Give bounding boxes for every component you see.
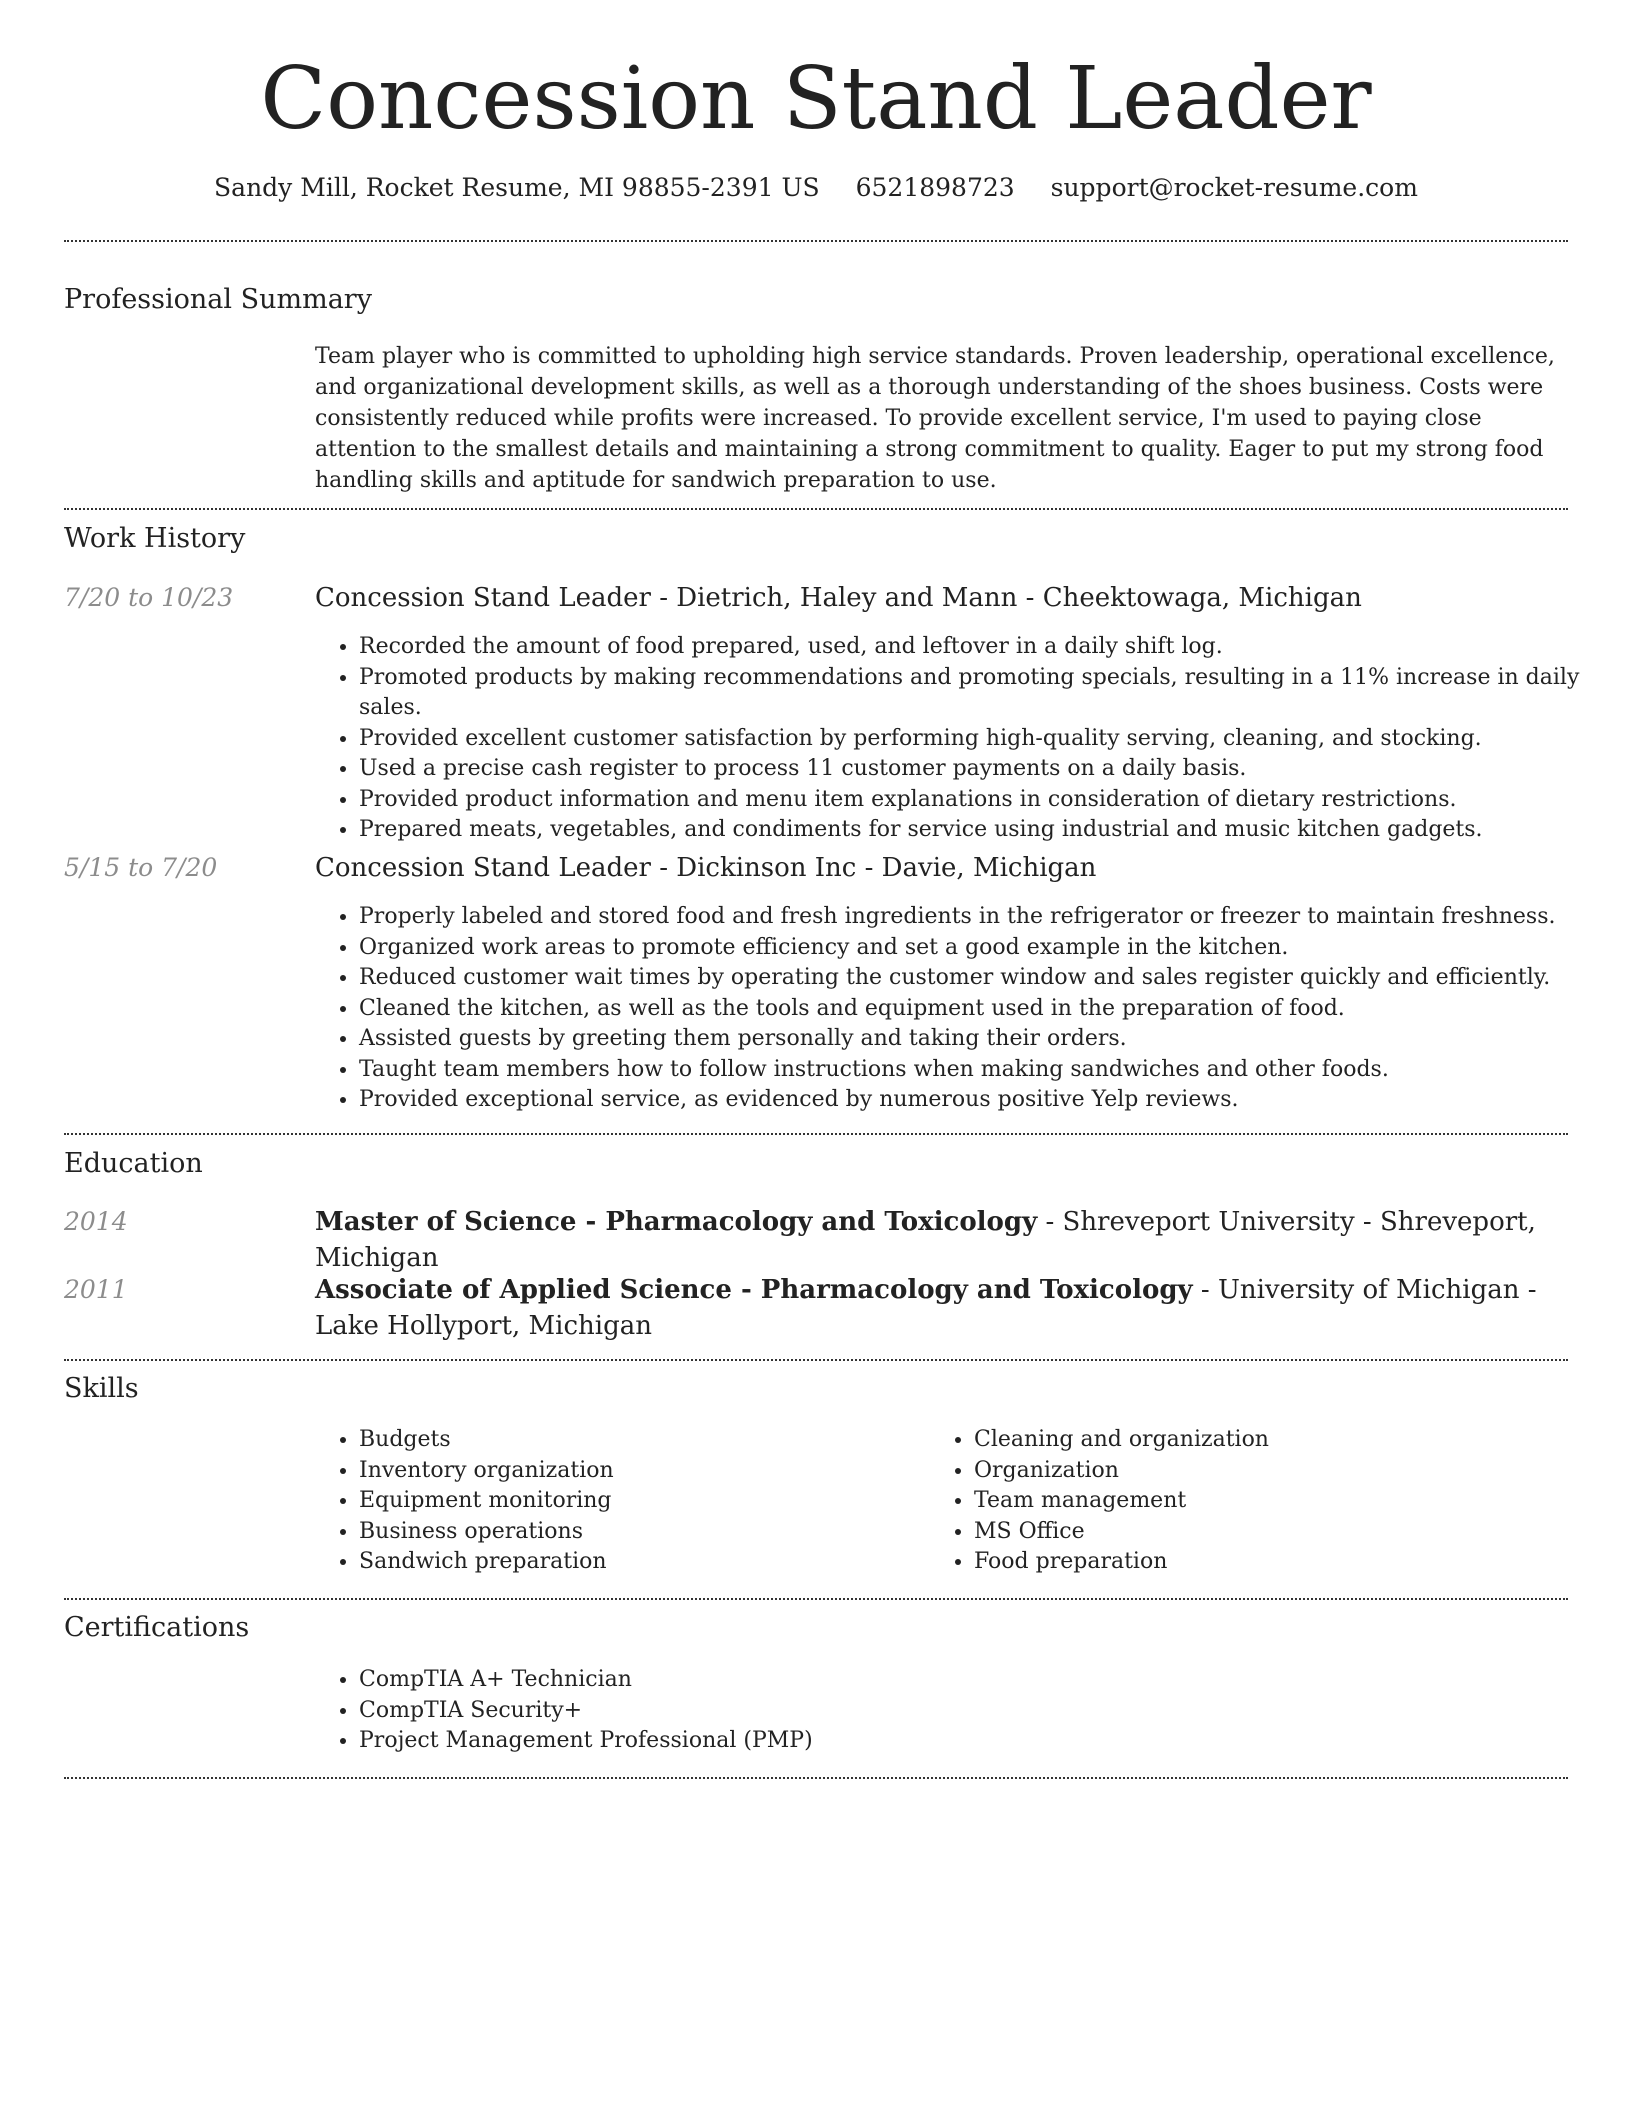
section-title-summary: Professional Summary: [64, 284, 372, 315]
education-degree: Associate of Applied Science - Pharmacology and Toxicology: [315, 1275, 1193, 1305]
list-item: • Budgets: [359, 1425, 929, 1456]
job-bullets: [315, 902, 1609, 1116]
divider: [64, 508, 1568, 510]
job-heading: Concession Stand Leader - Dietrich, Haley and Mann - Cheektowaga, Michigan: [315, 583, 1362, 613]
list-item: • Cleaned the kitchen, as well as the tools and equipment used in the preparation of food.: [359, 994, 1609, 1025]
divider: [64, 1133, 1568, 1135]
job-dates: 7/20 to 10/23: [64, 583, 234, 612]
list-item: • Team management: [974, 1486, 1544, 1517]
list-item: • Equipment monitoring: [359, 1486, 929, 1517]
list-item: • Cleaning and organization: [974, 1425, 1544, 1456]
list-item: • CompTIA Security+: [359, 1696, 1609, 1727]
divider: [64, 240, 1568, 242]
education-entry: [315, 1204, 1565, 1276]
section-title-skills: Skills: [64, 1373, 139, 1404]
list-item: • Sandwich preparation: [359, 1547, 929, 1578]
skills-list-left: [315, 1425, 929, 1578]
list-item: • Organized work areas to promote efficiency and set a good example in the kitchen.: [359, 933, 1609, 964]
list-item: • Assisted guests by greeting them personally and taking their orders.: [359, 1024, 1609, 1055]
list-item: • Recorded the amount of food prepared, used, and leftover in a daily shift log.: [359, 632, 1609, 663]
list-item: • Provided exceptional service, as evidenced by numerous positive Yelp reviews.: [359, 1085, 1609, 1116]
list-item: • Provided excellent customer satisfaction by performing high-quality serving, cleaning, and stocking.: [359, 724, 1609, 755]
job-bullets: [315, 632, 1609, 846]
contact-phone: 6521898723: [855, 173, 1015, 202]
divider: [64, 1777, 1568, 1779]
contact-line: [0, 170, 1632, 206]
list-item: • Properly labeled and stored food and fresh ingredients in the refrigerator or freezer to maintain freshness.: [359, 902, 1609, 933]
job-heading: Concession Stand Leader - Dickinson Inc - Davie, Michigan: [315, 853, 1097, 883]
education-school: - University of Michigan - Lake Hollyport, Michigan: [315, 1275, 1537, 1341]
list-item: • Business operations: [359, 1517, 929, 1548]
skills-list-right: [930, 1425, 1544, 1578]
list-item: • Used a precise cash register to process 11 customer payments on a daily basis.: [359, 754, 1609, 785]
summary-block: [315, 341, 1565, 496]
education-year: 2014: [64, 1207, 128, 1236]
contact-email: support@rocket-resume.com: [1050, 173, 1418, 202]
certifications-list: [315, 1665, 1609, 1757]
list-item: • Organization: [974, 1456, 1544, 1487]
list-item: • Prepared meats, vegetables, and condiments for service using industrial and music kitchen gadgets.: [359, 815, 1609, 846]
list-item: • Taught team members how to follow instructions when making sandwiches and other foods.: [359, 1055, 1609, 1086]
candidate-name: Concession Stand Leader: [260, 49, 1372, 149]
list-item: • Food preparation: [974, 1547, 1544, 1578]
summary-text: Team player who is committed to upholding high service standards. Proven leadership, operational excellence, and organizational development skills, as well as a thorough understanding of the shoes business. Costs were consistently reduced while profits were increased. To provide excellent service, I'm used to paying close attention to the smallest details and maintaining a strong commitment to quality. Eager to put my strong food handling skills and aptitude for sandwich preparation to use.: [315, 344, 1555, 493]
contact-address: Sandy Mill, Rocket Resume, MI 98855-2391 US: [214, 173, 820, 202]
education-entry: [315, 1272, 1565, 1344]
list-item: • Project Management Professional (PMP): [359, 1726, 1609, 1757]
list-item: • Inventory organization: [359, 1456, 929, 1487]
list-item: • MS Office: [974, 1517, 1544, 1548]
section-title-education: Education: [64, 1148, 203, 1179]
divider: [64, 1359, 1568, 1361]
education-year: 2011: [64, 1275, 128, 1304]
job-dates: 5/15 to 7/20: [64, 853, 218, 882]
section-title-certifications: Certifications: [64, 1612, 250, 1643]
education-school: - Shreveport University - Shreveport, Michigan: [315, 1207, 1536, 1273]
list-item: • Promoted products by making recommendations and promoting specials, resulting in a 11% increase in daily sales.: [359, 663, 1609, 724]
list-item: • Provided product information and menu item explanations in consideration of dietary restrictions.: [359, 785, 1609, 816]
education-degree: Master of Science - Pharmacology and Toxicology: [315, 1207, 1038, 1237]
list-item: • Reduced customer wait times by operating the customer window and sales register quickly and efficiently.: [359, 963, 1609, 994]
divider: [64, 1598, 1568, 1600]
list-item: • CompTIA A+ Technician: [359, 1665, 1609, 1696]
section-title-work: Work History: [64, 523, 246, 554]
